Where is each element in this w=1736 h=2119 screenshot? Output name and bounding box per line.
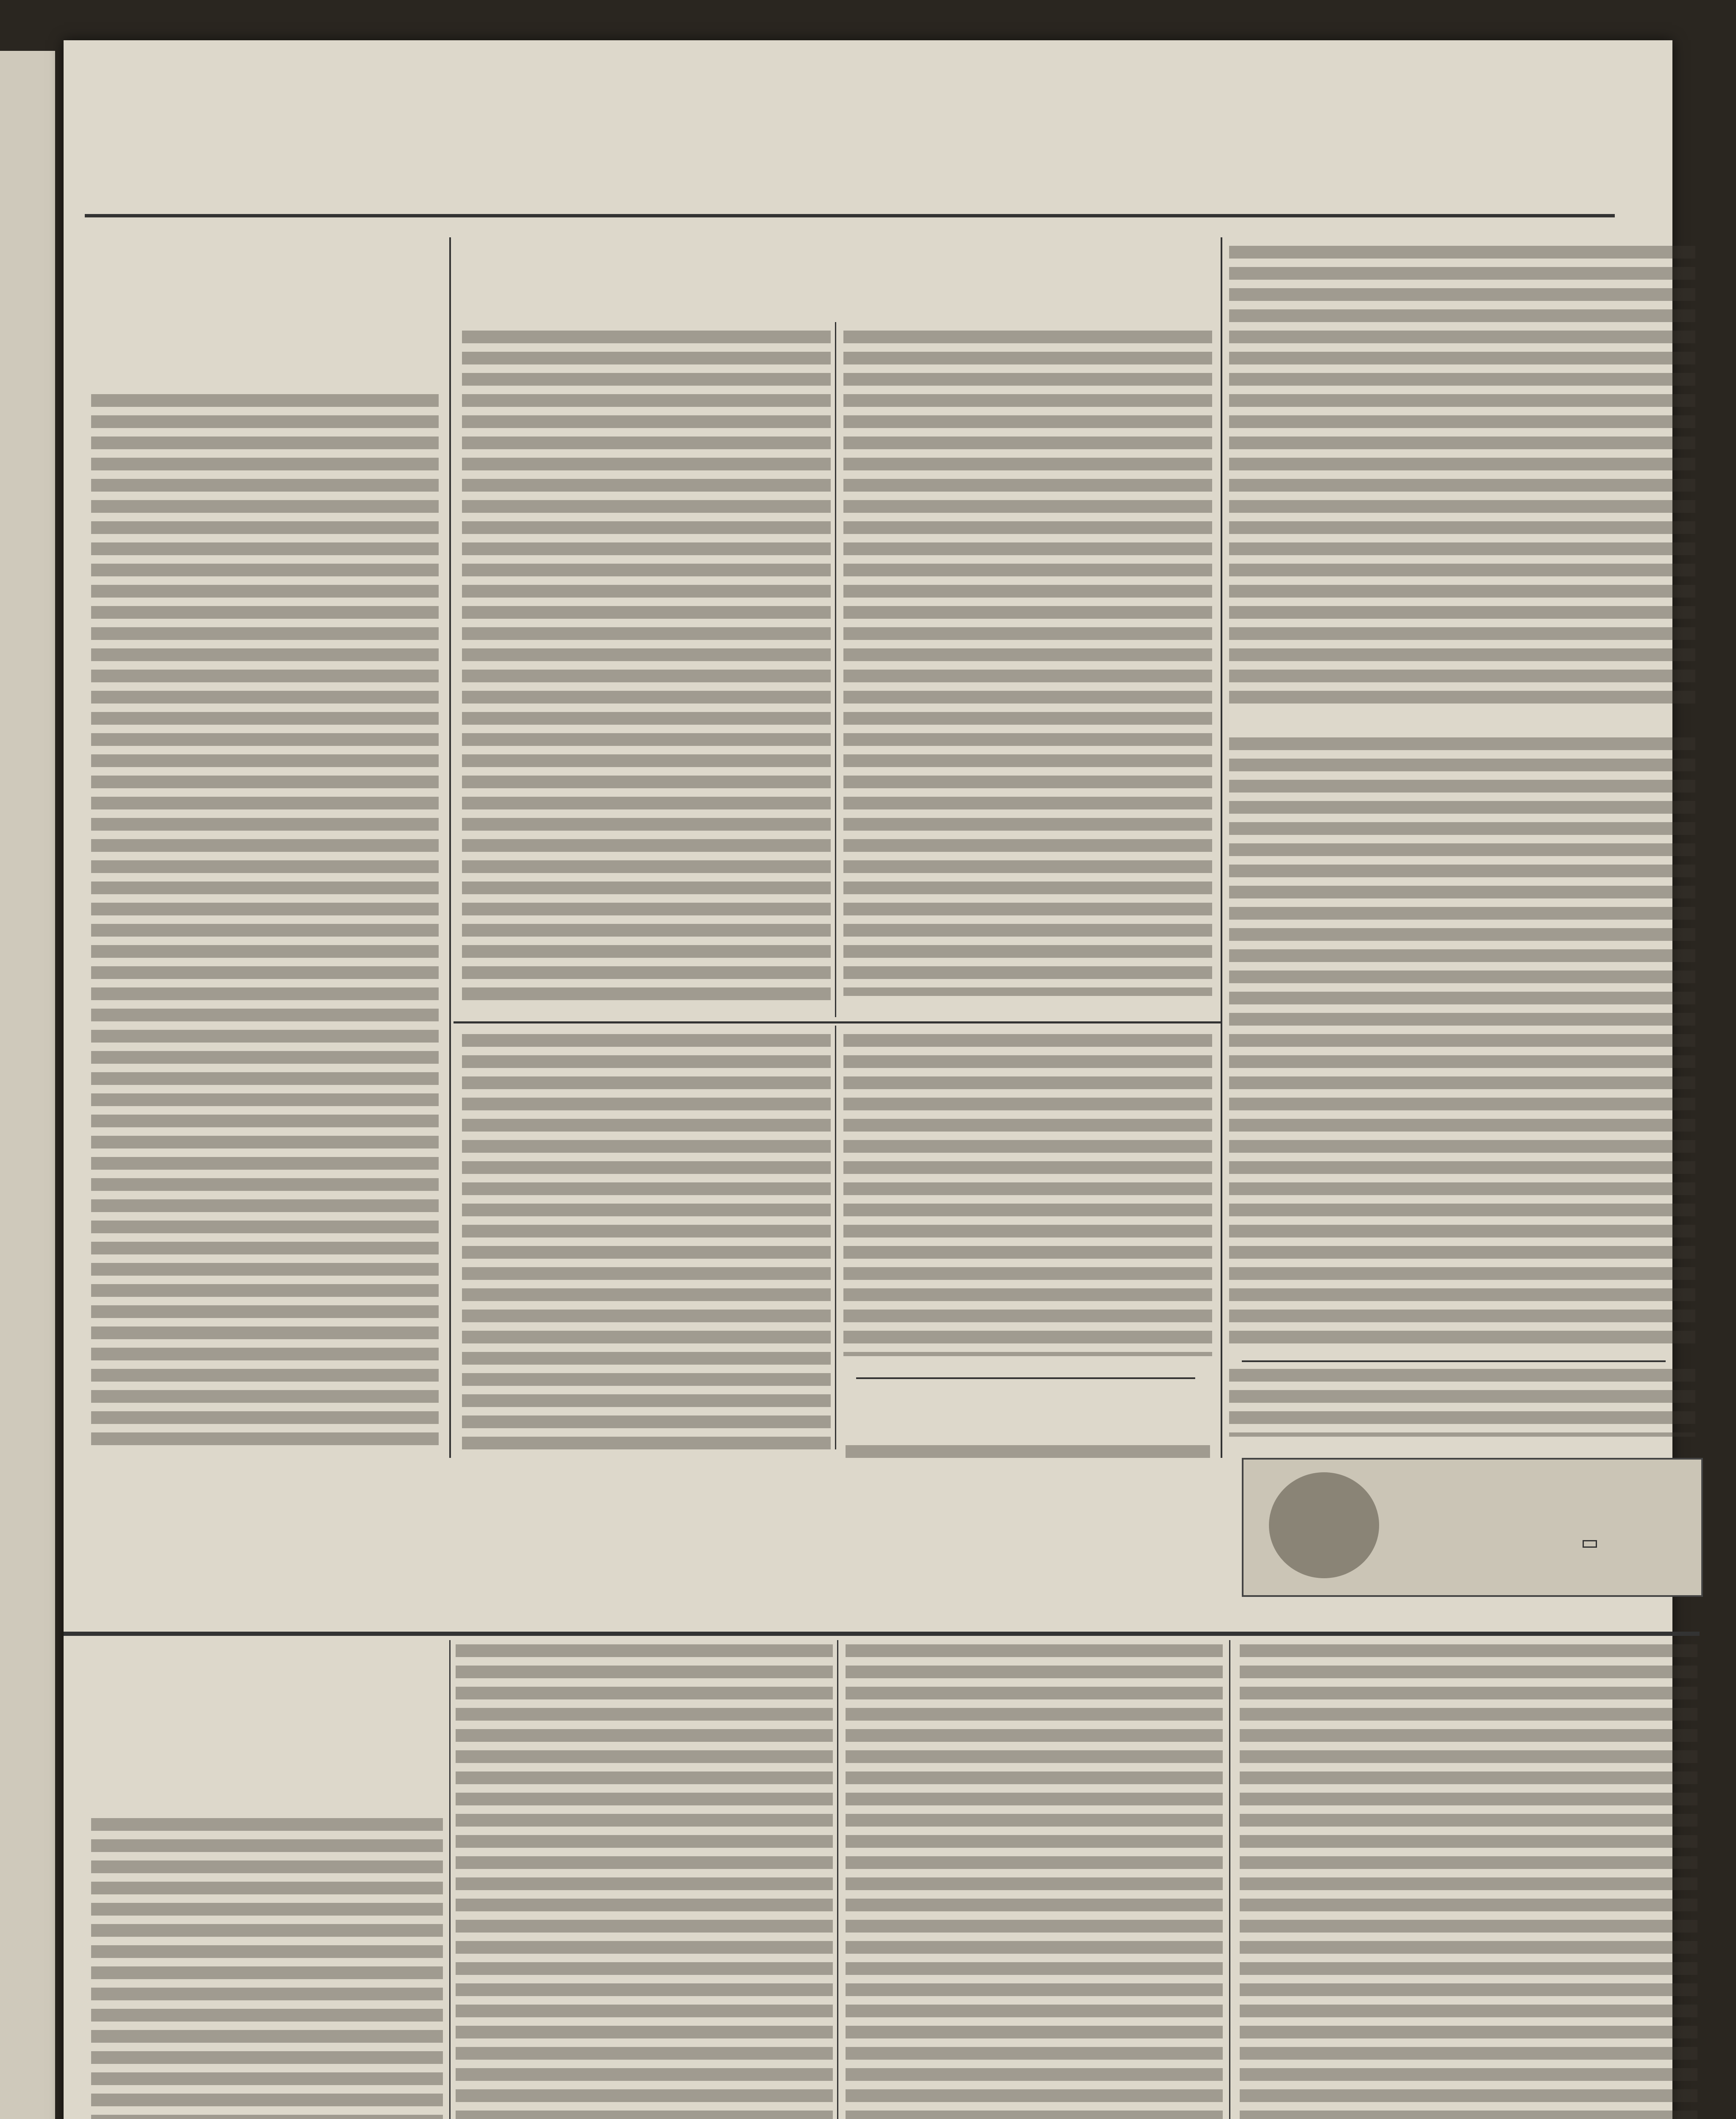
novel-body <box>91 1818 443 2119</box>
column-rule <box>835 1026 836 1449</box>
ad-portrait-icon <box>1269 1472 1379 1578</box>
article-rule <box>856 1377 1195 1379</box>
novel-body <box>1240 1644 1697 2119</box>
novel-body <box>456 1644 833 2119</box>
column-rule <box>1229 1640 1230 2119</box>
column-rule <box>1221 237 1222 1458</box>
column-rule <box>449 1640 451 2119</box>
article-roman <box>89 1678 445 1805</box>
advertisement <box>1242 1458 1703 1597</box>
novel-body <box>846 1644 1223 2119</box>
feuilleton-rule <box>64 1632 1700 1636</box>
article-body <box>1229 737 1695 1348</box>
column-rule <box>837 1640 838 2119</box>
article-body <box>462 331 831 1009</box>
article-body <box>843 1034 1212 1356</box>
article-body <box>843 331 1212 996</box>
article-body <box>1229 246 1695 712</box>
ad-price <box>1583 1540 1597 1548</box>
novel-part <box>89 1687 445 1708</box>
column-rule <box>449 237 451 1458</box>
previous-page-edge <box>0 51 55 2119</box>
article-body <box>91 394 439 1454</box>
article-body <box>1229 1369 1695 1437</box>
masthead <box>85 123 1615 212</box>
article-rule <box>1242 1360 1666 1362</box>
article-rule <box>453 1021 1221 1023</box>
column-rule <box>835 322 836 1017</box>
article-body <box>462 1034 831 1449</box>
masthead-rule <box>85 214 1615 217</box>
article-grippe <box>458 254 1216 339</box>
article-body <box>846 1445 1210 1458</box>
article-signature <box>843 941 1212 1004</box>
article-volksbestand <box>843 1386 1212 1445</box>
